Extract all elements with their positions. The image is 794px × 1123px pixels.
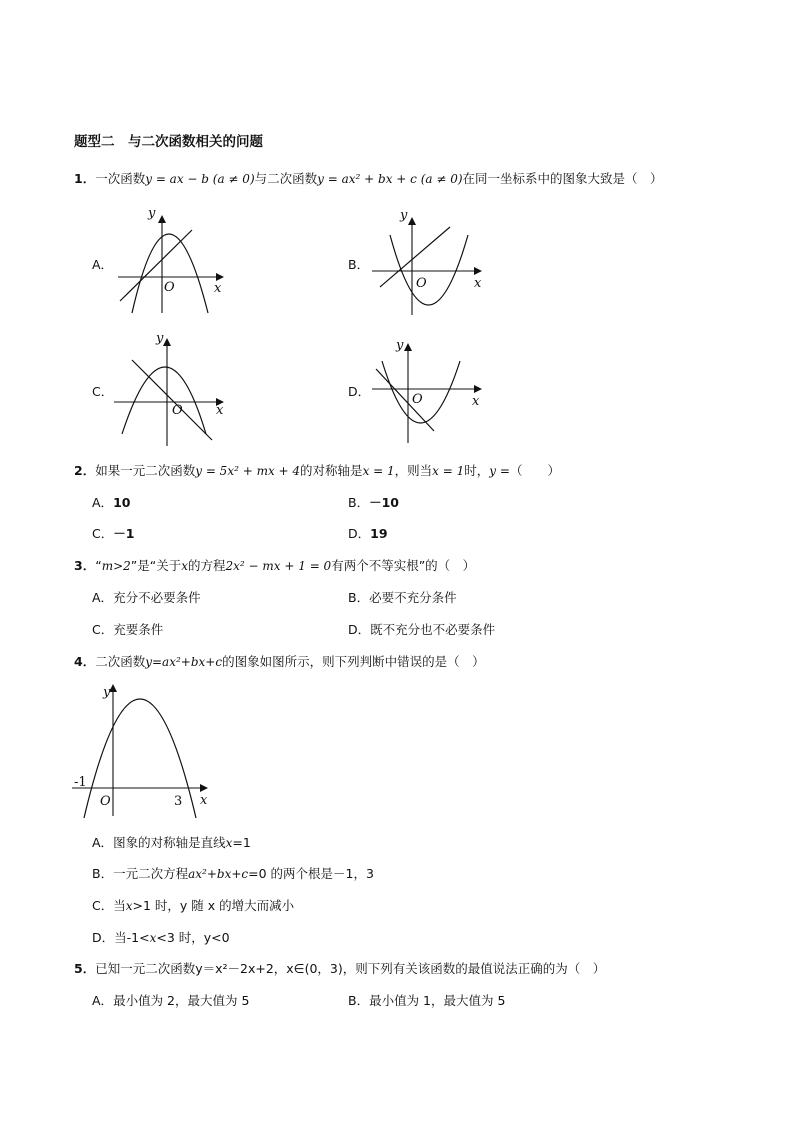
formula: y=ax²+bx+c xyxy=(145,655,223,669)
question-2 xyxy=(74,462,560,480)
graph-a xyxy=(110,205,235,320)
line xyxy=(120,230,192,301)
question-4 xyxy=(74,653,485,671)
origin-label: O xyxy=(172,403,183,418)
option-label: C． xyxy=(92,898,114,913)
question-5 xyxy=(74,960,605,978)
graph-d xyxy=(368,335,493,450)
option-text: <3 时，y<0 xyxy=(156,930,230,945)
line xyxy=(376,369,434,431)
origin-label: O xyxy=(100,794,111,809)
x-label: x xyxy=(474,276,482,291)
question-1 xyxy=(74,170,663,188)
q4-option-c xyxy=(92,897,294,915)
formula: ax²+bx+c xyxy=(188,867,249,881)
option-label: A． xyxy=(92,590,114,605)
option-text: =0 的两个根是－1，3 xyxy=(248,866,374,881)
q4-option-a xyxy=(92,834,251,852)
option-label: B． xyxy=(348,993,370,1008)
q3-option-b xyxy=(348,589,457,607)
question-text: 的方程 xyxy=(188,558,226,573)
graph-b xyxy=(368,205,493,320)
y-label: y xyxy=(400,208,408,223)
q2-option-b xyxy=(348,494,399,512)
y-label: y xyxy=(396,338,404,353)
question-text: “ xyxy=(95,558,102,573)
x-axis-arrow xyxy=(474,267,482,275)
question-text: 一次函数 xyxy=(95,171,146,186)
q5-option-a xyxy=(92,992,249,1010)
origin-label: O xyxy=(164,280,175,295)
question-text: 与二次函数 xyxy=(254,171,318,186)
option-label: C． xyxy=(92,526,114,541)
option-label: D． xyxy=(348,622,371,637)
y-axis-arrow xyxy=(404,343,412,351)
question-number: 5． xyxy=(74,961,96,976)
option-value: 10 xyxy=(113,495,131,510)
x-label: x xyxy=(200,793,208,808)
parabola xyxy=(132,234,208,313)
y-label: y xyxy=(156,331,164,346)
q4-option-b xyxy=(92,865,374,883)
option-value: 既不充分也不必要条件 xyxy=(370,622,496,637)
option-label: B． xyxy=(92,866,114,881)
question-text: （ ） xyxy=(509,463,560,478)
y-axis-arrow xyxy=(158,215,166,223)
x-label: x xyxy=(214,281,222,296)
question-text: 二次函数 xyxy=(95,654,146,669)
formula: m>2 xyxy=(101,559,131,573)
option-text: >1 时，y 随 x 的增大而减小 xyxy=(132,898,295,913)
option-d-label: D． xyxy=(348,384,371,399)
parabola xyxy=(122,367,206,434)
option-label: B． xyxy=(348,590,370,605)
formula: x xyxy=(149,931,157,945)
option-label: D． xyxy=(92,930,115,945)
question-text: ”是“关于 xyxy=(130,558,182,573)
x-axis-arrow xyxy=(216,273,224,281)
question-number: 2． xyxy=(74,463,96,478)
option-b-label: B． xyxy=(348,257,370,272)
line xyxy=(132,360,212,440)
formula: x xyxy=(125,899,133,913)
option-text: =1 xyxy=(232,835,251,850)
option-text: 当-1< xyxy=(114,930,150,945)
option-a-label: A． xyxy=(92,257,114,272)
formula: x xyxy=(181,559,188,573)
question-text: 有两个不等实根”的（ ） xyxy=(331,558,476,573)
option-value: 充分不必要条件 xyxy=(113,590,201,605)
question-text: 时， xyxy=(464,463,490,478)
question-number: 4． xyxy=(74,654,96,669)
option-label: A． xyxy=(92,993,114,1008)
option-text: 当 xyxy=(113,898,126,913)
option-label: C． xyxy=(92,622,114,637)
y-axis-arrow xyxy=(163,338,171,346)
y-label: y xyxy=(103,685,111,700)
question-text: 已知一元二次函数y＝x²－2x+2，x∈(0，3)，则下列有关该函数的最值说法正确的为（ ） xyxy=(95,961,606,976)
neg-one-label: -1 xyxy=(74,775,87,790)
option-value: 充要条件 xyxy=(113,622,164,637)
origin-label: O xyxy=(416,276,427,291)
formula: x xyxy=(225,836,233,850)
x-axis-arrow xyxy=(474,385,482,393)
graph-q4 xyxy=(68,680,218,820)
question-3 xyxy=(74,557,475,575)
section-title: 题型二 与二次函数相关的问题 xyxy=(74,134,263,150)
formula: y = ax² + bx + c (a ≠ 0) xyxy=(317,172,463,186)
q2-option-a xyxy=(92,494,130,512)
option-value: 最小值为 2，最大值为 5 xyxy=(113,993,250,1008)
formula: 2x² − mx + 1 = 0 xyxy=(225,559,332,573)
question-text: 的图象如图所示，则下列判断中错误的是（ ） xyxy=(222,654,485,669)
option-text: 图象的对称轴是直线 xyxy=(113,835,226,850)
q2-option-c xyxy=(92,525,134,543)
formula: x = 1 xyxy=(362,464,395,478)
three-label: 3 xyxy=(174,794,183,809)
question-text: 在同一坐标系中的图象大致是（ ） xyxy=(462,171,663,186)
option-label: B． xyxy=(348,495,370,510)
origin-label: O xyxy=(412,392,423,407)
option-text: 一元二次方程 xyxy=(113,866,189,881)
option-value: 最小值为 1，最大值为 5 xyxy=(369,993,506,1008)
y-axis-arrow xyxy=(408,217,416,225)
option-value: 必要不充分条件 xyxy=(369,590,457,605)
question-text: 如果一元二次函数 xyxy=(95,463,196,478)
q2-option-d xyxy=(348,525,388,543)
question-text: 的对称轴是 xyxy=(300,463,363,478)
question-number: 1． xyxy=(74,171,96,186)
q3-option-d xyxy=(348,621,495,639)
question-text: ，则当 xyxy=(394,463,433,478)
option-value: －1 xyxy=(113,526,135,541)
formula: y = xyxy=(489,464,510,478)
q3-option-c xyxy=(92,621,163,639)
option-label: A． xyxy=(92,495,114,510)
option-label: A． xyxy=(92,835,114,850)
option-value: 19 xyxy=(370,526,388,541)
q5-option-b xyxy=(348,992,505,1010)
x-label: x xyxy=(216,403,224,418)
option-value: －10 xyxy=(369,495,399,510)
x-label: x xyxy=(472,394,480,409)
y-label: y xyxy=(148,206,156,221)
q3-option-a xyxy=(92,589,201,607)
x-axis-arrow xyxy=(200,784,208,792)
question-number: 3． xyxy=(74,558,96,573)
formula: x = 1 xyxy=(432,464,465,478)
q4-option-d xyxy=(92,929,230,947)
formula: y = ax − b (a ≠ 0) xyxy=(145,172,255,186)
option-label: D． xyxy=(348,526,371,541)
option-c-label: C． xyxy=(92,384,114,399)
formula: y = 5x² + mx + 4 xyxy=(195,464,301,478)
graph-c xyxy=(110,330,235,450)
